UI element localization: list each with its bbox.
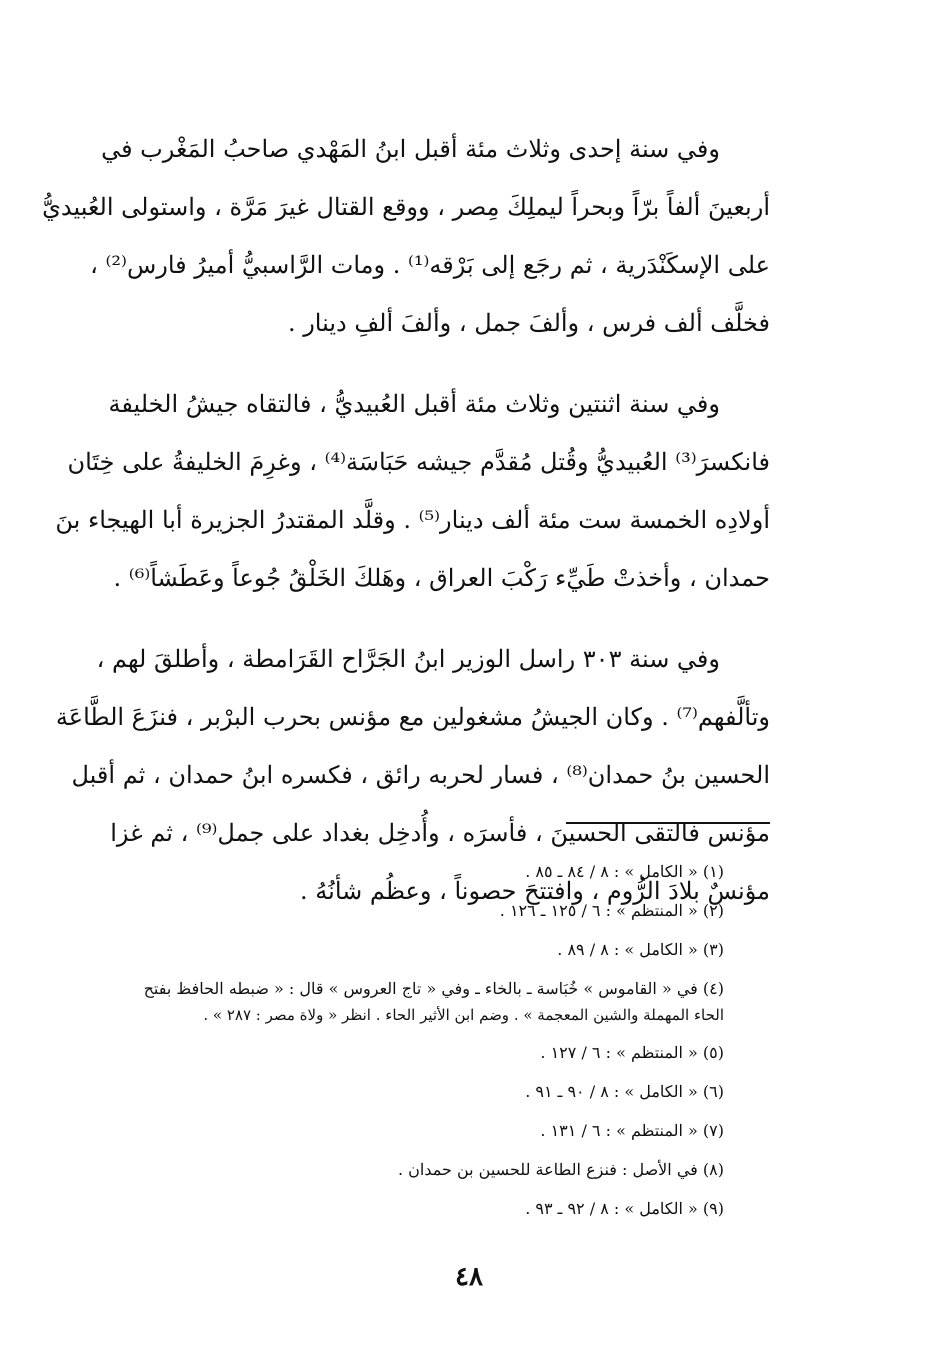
paragraph-year-301 <box>42 120 770 352</box>
text-line: أربعينَ ألفاً برّاً وبحراً ليملِكَ مِصر ، ووقع القتال غيرَ مَرَّة ، واستولى العُبيديُّ <box>42 193 770 221</box>
footnotes <box>108 852 770 1228</box>
text-line: فخلَّف ألف فرس ، وألفَ جمل ، وألفَ ألفِ دينار . <box>287 309 770 337</box>
footnote-2: (٢) « المنتظم » : ٦ / ١٢٥ ـ ١٢٦ . <box>499 901 724 920</box>
paragraph-year-302 <box>55 375 770 607</box>
footnote-4-line-1: (٤) في « القاموس » خُبَاسة ـ بالخاء ـ وفي « تاج العروس » قال : « ضبطه الحافظ بفتح <box>143 979 724 998</box>
footnote-separator <box>566 822 770 824</box>
footnote-7: (٧) « المنتظم » : ٦ / ١٣١ . <box>540 1121 724 1140</box>
main-text <box>42 120 770 943</box>
text-line: وفي سنة اثنتين وثلاث مئة أقبل العُبيديُّ ، فالتقاه جيشُ الخليفة <box>108 390 720 418</box>
text-line: مؤنسٌ بلادَ الرُّوم ، وافتتحَ حصوناً ، وعظُم شأنُهُ . <box>300 877 770 905</box>
text-line: وفي سنة ٣٠٣ راسل الوزير ابنُ الجَرَّاح القَرَامطة ، وأطلقَ لهم ، <box>96 645 720 673</box>
footnote-1: (١) « الكامل » : ٨ / ٨٤ ـ ٨٥ . <box>525 862 724 881</box>
footnote-4 <box>108 969 770 1033</box>
footnote-5: (٥) « المنتظم » : ٦ / ١٢٧ . <box>540 1043 724 1062</box>
footnote-4-line-2: الحاء المهملة والشين المعجمة » . وضم ابن الأثير الحاء . انظر « ولاة مصر : ٢٨٧ » . <box>203 1006 724 1024</box>
footnote-9: (٩) « الكامل » : ٨ / ٩٢ ـ ٩٣ . <box>525 1199 724 1218</box>
footnote-3: (٣) « الكامل » : ٨ / ٨٩ . <box>557 940 724 959</box>
text-line: وتألَّفهم⁽⁷⁾ . وكان الجيشُ مشغولين مع مؤنس بحرب البرْبر ، فنزَعَ الطَّاعَة <box>55 703 770 731</box>
text-line: الحسين بنُ حمدان⁽⁸⁾ ، فسار لحربه رائق ، فكسره ابنُ حمدان ، ثم أقبل <box>71 761 770 789</box>
text-line: على الإسكَنْدَرية ، ثم رجَع إلى بَرْقه⁽¹⁾ . ومات الرَّاسبيُّ أميرُ فارس⁽²⁾ ، <box>90 251 770 279</box>
page-number: ٤٨ <box>455 1262 483 1292</box>
text-line: مؤنس فالتقى الحسينَ ، فأسرَه ، وأُدخِل بغداد على جمل⁽⁹⁾ ، ثم غزا <box>110 819 770 847</box>
text-line: أولادِه الخمسة ست مئة ألف دينار⁽⁵⁾ . وقلَّد المقتدرُ الجزيرة أبا الهيجاء بنَ <box>55 506 770 534</box>
footnote-8: (٨) في الأصل : فنزع الطاعة للحسين بن حمدان . <box>397 1160 724 1179</box>
footnote-6: (٦) « الكامل » : ٨ / ٩٠ ـ ٩١ . <box>525 1082 724 1101</box>
text-line: حمدان ، وأخذتْ طَيِّء رَكْبَ العراق ، وهَلكَ الخَلْقُ جُوعاً وعَطَشاً⁽⁶⁾ . <box>113 564 770 592</box>
text-line: وفي سنة إحدى وثلاث مئة أقبل ابنُ المَهْدي صاحبُ المَغْرب في <box>101 135 720 163</box>
text-line: فانكسرَ⁽³⁾ العُبيديُّ وقُتل مُقدَّم جيشه حَبَاسَة⁽⁴⁾ ، وغرِمَ الخليفةُ على خِتَان <box>67 448 770 476</box>
